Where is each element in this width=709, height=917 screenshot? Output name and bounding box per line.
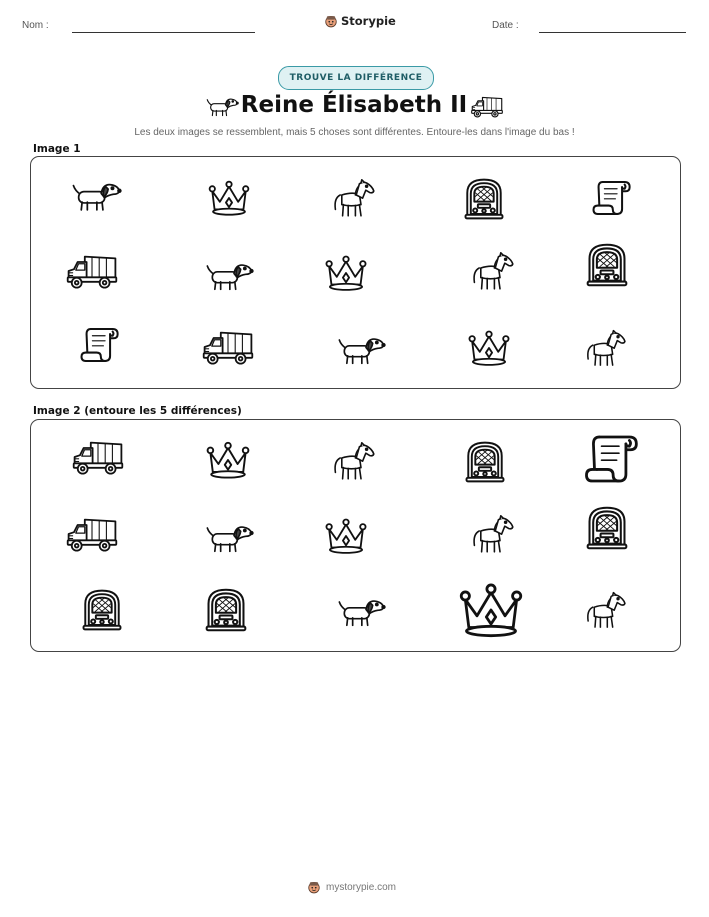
horse-icon[interactable]	[329, 441, 377, 483]
horse-icon	[329, 178, 377, 220]
storypie-logo-icon	[307, 880, 321, 894]
scroll-icon[interactable]	[579, 430, 645, 488]
scroll-icon	[78, 324, 122, 366]
image1-panel	[30, 156, 681, 389]
horse-icon[interactable]	[582, 590, 628, 632]
page-title: Reine Élisabeth II	[240, 92, 468, 118]
image1-label: Image 1	[33, 143, 81, 155]
crown-icon[interactable]	[323, 516, 369, 556]
radio-icon[interactable]	[203, 587, 249, 633]
truck-icon[interactable]	[71, 438, 125, 476]
dog-icon[interactable]	[336, 594, 386, 630]
storypie-logo-icon	[324, 14, 338, 28]
truck-icon	[470, 95, 504, 118]
dog-icon	[205, 95, 239, 118]
image2-label: Image 2 (entoure les 5 différences)	[33, 405, 242, 417]
crown-icon	[466, 327, 512, 369]
truck-icon	[201, 327, 255, 367]
brand-logo	[324, 14, 396, 28]
radio-icon[interactable]	[584, 505, 630, 551]
radio-icon[interactable]	[79, 588, 125, 632]
horse-icon	[468, 250, 516, 294]
date-line[interactable]	[539, 32, 686, 33]
crown-icon	[323, 253, 369, 293]
dog-icon[interactable]	[204, 520, 254, 556]
dog-icon	[204, 258, 254, 294]
dog-icon	[336, 332, 386, 368]
image2-panel	[30, 419, 681, 652]
truck-icon	[65, 252, 119, 290]
date-label: Date :	[492, 20, 519, 31]
truck-icon[interactable]	[65, 515, 119, 553]
name-label: Nom :	[22, 20, 49, 31]
footer-url[interactable]: mystorypie.com	[326, 881, 397, 893]
crown-icon	[206, 179, 252, 217]
dog-icon	[70, 177, 122, 215]
crown-icon[interactable]	[204, 439, 252, 481]
game-type-badge: TROUVE LA DIFFÉRENCE	[278, 66, 434, 90]
brand-name: Storypie	[341, 14, 396, 28]
crown-icon[interactable]	[456, 578, 526, 642]
radio-icon	[462, 177, 506, 221]
scroll-icon	[589, 177, 635, 219]
footer	[307, 880, 396, 894]
instructions: Les deux images se ressemblent, mais 5 choses sont différentes. Entoure-les dans l'image du bas !	[134, 127, 575, 138]
horse-icon	[582, 328, 628, 370]
radio-icon[interactable]	[463, 439, 507, 485]
name-line[interactable]	[72, 32, 255, 33]
horse-icon[interactable]	[468, 513, 516, 557]
radio-icon	[584, 242, 630, 288]
